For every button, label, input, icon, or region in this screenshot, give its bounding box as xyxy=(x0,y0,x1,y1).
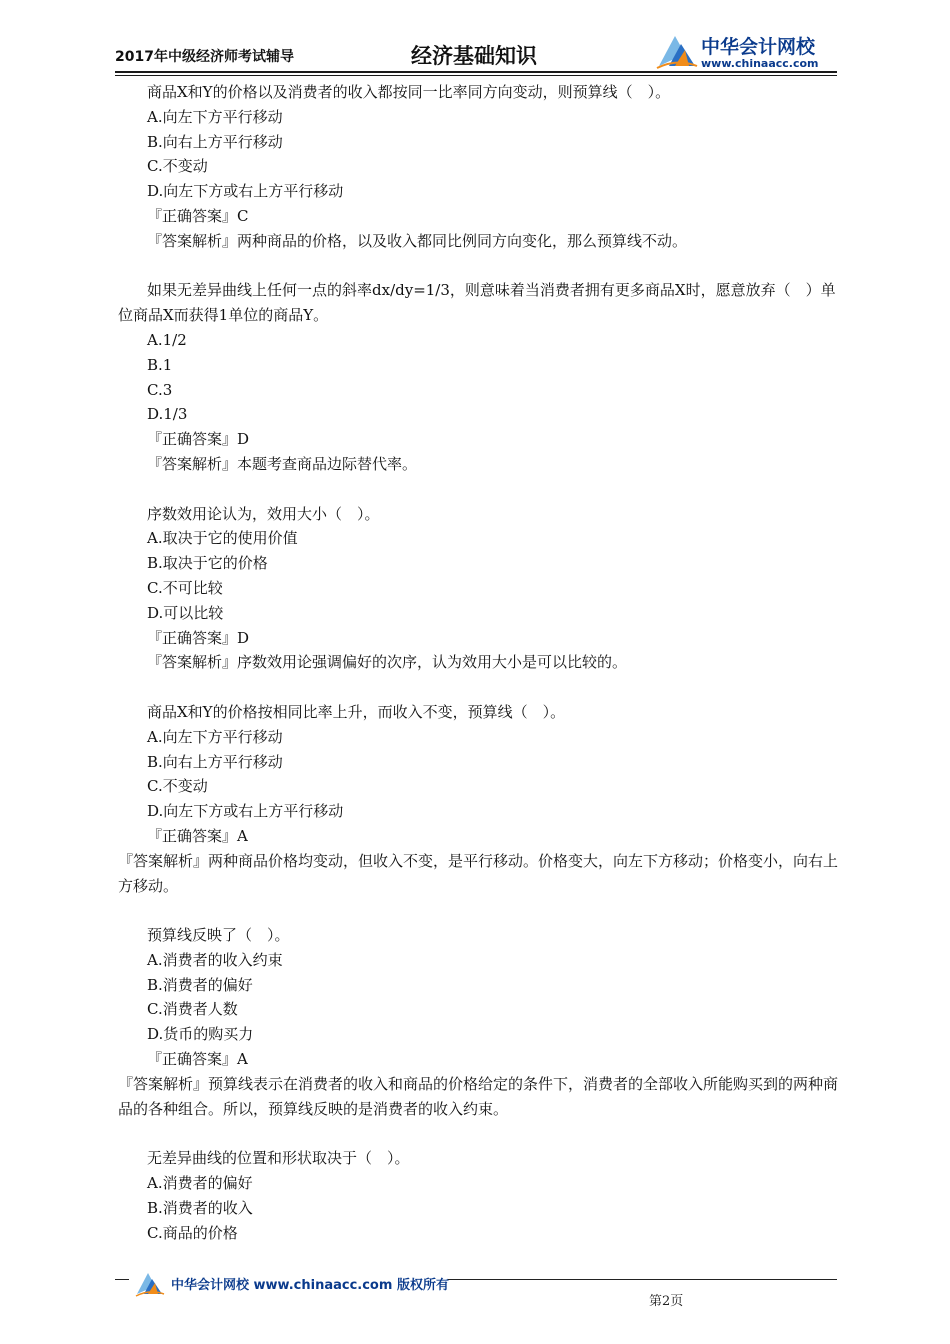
answer-analysis: 『答案解析』两种商品价格均变动，但收入不变，是平行移动。价格变大，向左下方移动；价格变小，向右上方移动。 xyxy=(118,851,839,895)
option: C.商品的价格 xyxy=(147,1223,238,1242)
chinaacc-triangle-logo-icon xyxy=(655,32,699,70)
question-stem: 无差异曲线的位置和形状取决于（ ）。 xyxy=(147,1149,410,1168)
option: A.1/2 xyxy=(147,330,187,349)
exam-series-title: 2017年中级经济师考试辅导 xyxy=(115,49,294,65)
correct-answer: 『正确答案』A xyxy=(147,826,248,845)
question-block-1 xyxy=(118,80,840,254)
header-rule xyxy=(115,71,837,73)
page-footer xyxy=(115,1278,837,1308)
option: D.可以比较 xyxy=(147,603,224,622)
option: C.消费者人数 xyxy=(147,1000,238,1019)
option: A.向左下方平行移动 xyxy=(147,727,283,746)
option: A.向左下方平行移动 xyxy=(147,107,283,126)
footer-rule-left xyxy=(115,1279,129,1280)
correct-answer: 『正确答案』D xyxy=(147,430,250,449)
question-stem: 如果无差异曲线上任何一点的斜率dx/dy=1/3，则意味着当消费者拥有更多商品X时，愿意放弃（ ）单位商品X而获得1单位的商品Y。 xyxy=(118,281,836,325)
option: C.3 xyxy=(147,380,173,399)
subject-title: 经济基础知识 xyxy=(411,43,537,68)
question-stem: 商品X和Y的价格以及消费者的收入都按同一比率同方向变动，则预算线（ ）。 xyxy=(147,83,671,101)
correct-answer: 『正确答案』D xyxy=(147,628,250,647)
option: D.向左下方或右上方平行移动 xyxy=(147,182,344,201)
page-number: 第2页 xyxy=(649,1294,684,1309)
footer-rule-right xyxy=(448,1279,837,1280)
option: B.1 xyxy=(147,355,173,374)
question-block-2 xyxy=(118,278,840,476)
option: B.消费者的偏好 xyxy=(147,975,253,994)
footer-brand-text[interactable]: 中华会计网校 www.chinaacc.com 版权所有 xyxy=(171,1278,449,1293)
answer-analysis: 『答案解析』本题考查商品边际替代率。 xyxy=(147,454,418,473)
answer-analysis: 『答案解析』预算线表示在消费者的收入和商品的价格给定的条件下，消费者的全部收入所能购买到的两种商品的各种组合。所以，预算线反映的是消费者的收入约束。 xyxy=(118,1074,839,1118)
question-stem: 序数效用论认为，效用大小（ ）。 xyxy=(147,504,380,523)
header-rule-thin xyxy=(115,75,837,76)
option: B.向右上方平行移动 xyxy=(147,752,283,771)
page-header xyxy=(115,30,837,72)
question-block-4 xyxy=(118,700,840,898)
answer-analysis: 『答案解析』序数效用论强调偏好的次序，认为效用大小是可以比较的。 xyxy=(147,653,628,672)
chinaacc-triangle-logo-icon xyxy=(135,1270,165,1298)
correct-answer: 『正确答案』C xyxy=(147,206,249,225)
option: C.不变动 xyxy=(147,777,208,796)
option: C.不变动 xyxy=(147,157,208,176)
question-list xyxy=(118,80,840,1270)
logo-name: 中华会计网校 xyxy=(701,36,816,58)
question-stem: 商品X和Y的价格按相同比率上升，而收入不变，预算线（ ）。 xyxy=(147,702,566,721)
logo-url: www.chinaacc.com xyxy=(701,57,819,70)
question-block-6 xyxy=(118,1146,840,1245)
correct-answer: 『正确答案』A xyxy=(147,1050,248,1069)
option: D.货币的购买力 xyxy=(147,1025,254,1044)
answer-analysis: 『答案解析』两种商品的价格，以及收入都同比例同方向变化，那么预算线不动。 xyxy=(147,231,688,250)
option: B.取决于它的价格 xyxy=(147,554,268,573)
question-block-5 xyxy=(118,923,840,1121)
option: A.取决于它的使用价值 xyxy=(147,529,298,548)
option: A.消费者的偏好 xyxy=(147,1174,253,1193)
question-stem: 预算线反映了（ ）。 xyxy=(147,926,290,945)
option: B.消费者的收入 xyxy=(147,1198,253,1217)
option: B.向右上方平行移动 xyxy=(147,132,283,151)
question-block-3 xyxy=(118,502,840,676)
option: D.向左下方或右上方平行移动 xyxy=(147,802,344,821)
option: D.1/3 xyxy=(147,405,188,424)
option: C.不可比较 xyxy=(147,578,223,597)
option: A.消费者的收入约束 xyxy=(147,950,283,969)
brand-logo[interactable] xyxy=(655,30,837,72)
